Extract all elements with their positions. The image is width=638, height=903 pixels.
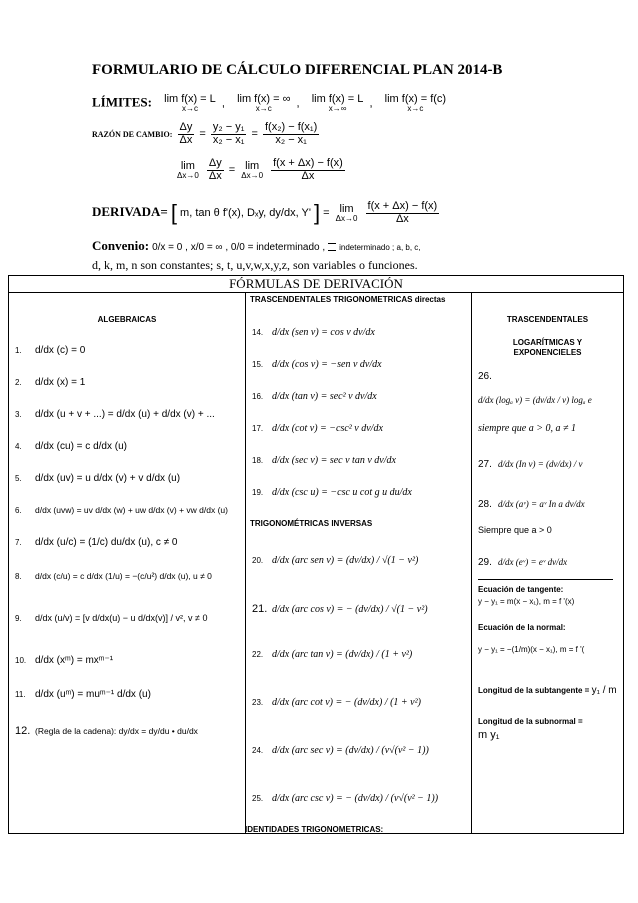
formula-28: 28. d/dx (aᵛ) = aᵛ In a dv/dx xyxy=(478,499,585,510)
formula-25: 25. d/dx (arc csc v) = − (dv/dx) / (v√(v² − 1)) xyxy=(252,793,439,804)
rate-of-change: RAZÓN DE CAMBIO: $\frac{\Delta y}{\Delta x}$ = $\frac{\text{y₂ − y₁}}{\text{x₂ − x₁}}$ = $\frac{\text{f(x₂) − f(x₁)}}{\text{x₂ − x₁}}$ xyxy=(92,121,318,146)
inverse-trig-heading: TRIGONOMÉTRICAS INVERSAS xyxy=(250,519,373,528)
formula-17: 17. d/dx (cot v) = −csc² v dv/dx xyxy=(252,423,383,434)
subnormal-label: Longitud de la subnormal = xyxy=(478,717,583,726)
formula-5: 5. d/dx (uv) = u d/dx (v) + v d/dx (u) xyxy=(15,473,181,484)
formula-11: 11. d/dx (uᵐ) = muᵐ⁻¹ d/dx (u) xyxy=(15,689,151,700)
limits-label: LÍMITES: xyxy=(92,94,152,110)
formula-9: 9. d/dx (u/v) = [v d/dx(u) − u d/dx(v)] / v², v ≠ 0 xyxy=(15,613,208,623)
formula-22: 22. d/dx (arc tan v) = (dv/dx) / (1 + v²) xyxy=(252,649,413,660)
trig-heading: TRASCENDENTALES TRIGONOMETRICAS directas xyxy=(250,295,446,304)
derivative-formulas-table xyxy=(8,275,624,834)
limit-4: lim f(x) = f(c) x→c xyxy=(384,93,447,113)
formula-15: 15. d/dx (cos v) = −sen v dv/dx xyxy=(252,359,382,370)
convention-label: Convenio: xyxy=(92,238,150,253)
derivative-notations: m, tan θ f'(x), Dₓy, dy/dx, Y' xyxy=(180,206,311,219)
formula-21: 21. d/dx (arc cos v) = − (dv/dx) / √(1 − v²) xyxy=(252,603,428,615)
log-exp-heading: LOGARÍTMICAS Y EXPONENCIELES xyxy=(512,338,583,357)
rate-limit: lim Δx→0 $\frac{\Delta y}{\Delta x}$ = lim Δx→0 $\frac{f(x + \Delta x) - f(x)}{\Delta x}$ xyxy=(177,157,343,182)
formula-2: 2. d/dx (x) = 1 xyxy=(15,377,86,388)
rate-frac-1: $\frac{\Delta y}{\Delta x}$ xyxy=(179,121,193,146)
page-title: FORMULARIO DE CÁLCULO DIFERENCIAL PLAN 2014-B xyxy=(92,62,503,78)
convention-line2: d, k, m, n son constantes; s, t, u,v,w,x,y,z, son variables o funciones. xyxy=(92,258,418,272)
formula-27: 27. d/dx (In v) = (dv/dx) / v xyxy=(478,459,583,470)
limit-1: lim f(x) = L x→c xyxy=(164,93,216,113)
formula-26: d/dx (logₐ v) = (dv/dx / v) logₐ e xyxy=(478,395,592,405)
transcendental-heading: TRASCENDENTALES xyxy=(506,315,589,324)
column-trig xyxy=(246,293,472,834)
formula-7: 7. d/dx (u/c) = (1/c) du/dx (u), c ≠ 0 xyxy=(15,537,178,548)
subtangent-label: Longitud de la subtangente = y₁ / m xyxy=(478,685,617,696)
derivative-label: DERIVADA= xyxy=(92,203,168,219)
formula-26-condition: siempre que a > 0, a ≠ 1 xyxy=(478,423,576,434)
formula-4: 4. d/dx (cu) = c d/dx (u) xyxy=(15,441,127,452)
formula-20: 20. d/dx (arc sen v) = (dv/dx) / √(1 − v²) xyxy=(252,555,419,566)
formula-14: 14. d/dx (sen v) = cos v dv/dx xyxy=(252,327,375,338)
derivative-def: DERIVADA= [ m, tan θ f'(x), Dₓy, dy/dx, Y' ] = lim Δx→0 $\frac{f(x + \Delta x) - f(x)}{\Delta x}$ xyxy=(92,199,438,225)
column-transcendental xyxy=(472,293,624,834)
formula-8: 8. d/dx (c/u) = c d/dx (1/u) = −(c/u²) d/dx (u), u ≠ 0 xyxy=(15,571,212,581)
convention: Convenio: 0/x = 0 , x/0 = ∞ , 0/0 = indeterminado , indeterminado ; a, b, c, xyxy=(92,238,421,253)
normal-equation: y − y₁ = −(1/m)(x − x₁), m = f '( xyxy=(478,645,585,654)
formula-6: 6. d/dx (uvw) = uv d/dx (w) + uw d/dx (v) + vw d/dx (u) xyxy=(15,505,228,515)
column-algebraic xyxy=(9,293,246,834)
formula-29: 29. d/dx (eᵛ) = eᵛ dv/dx xyxy=(478,557,568,568)
subnormal-value: m y₁ xyxy=(478,729,500,741)
limit-3: lim f(x) = L x→∞ xyxy=(311,93,364,113)
formula-12: 12. (Regla de la cadena): dy/dx = dy/du • du/dx xyxy=(15,725,198,737)
table-header: FÓRMULAS DE DERIVACIÓN xyxy=(9,276,624,293)
normal-label: Ecuación de la normal: xyxy=(478,623,566,632)
tangent-equation: y − y₁ = m(x − x₁), m = f '(x) xyxy=(478,597,575,606)
limit-2: lim f(x) = ∞ x→c xyxy=(237,93,291,113)
formula-3: 3. d/dx (u + v + ...) = d/dx (u) + d/dx (v) + ... xyxy=(15,409,215,420)
formula-24: 24. d/dx (arc sec v) = (dv/dx) / (v√(v² − 1)) xyxy=(252,745,429,756)
formula-26-num: 26. xyxy=(478,371,492,382)
rate-frac-3: $\frac{\text{f(x₂) − f(x₁)}}{\text{x₂ − x₁}}$ xyxy=(265,121,318,146)
formula-1: 1. d/dx (c) = 0 xyxy=(15,345,86,356)
rate-frac-2: $\frac{\text{y₂ − y₁}}{\text{x₂ − x₁}}$ xyxy=(212,121,245,146)
formula-18: 18. d/dx (sec v) = sec v tan v dv/dx xyxy=(252,455,396,466)
divider xyxy=(478,579,613,580)
limits-row: LÍMITES: lim f(x) = L x→c , lim f(x) = ∞ x→c , lim f(x) = L x→∞ , lim f(x) = f(c) x→c xyxy=(92,93,447,113)
rate-label: RAZÓN DE CAMBIO: xyxy=(92,129,173,139)
formula-23: 23. d/dx (arc cot v) = − (dv/dx) / (1 + v²) xyxy=(252,697,421,708)
algebraic-heading: ALGEBRAICAS xyxy=(97,315,157,324)
formula-28-condition: Siempre que a > 0 xyxy=(478,525,552,535)
tangent-label: Ecuación de tangente: xyxy=(478,585,564,594)
formula-16: 16. d/dx (tan v) = sec² v dv/dx xyxy=(252,391,377,402)
trig-identities-heading: IDENTIDADES TRIGONOMETRICAS: xyxy=(245,825,384,834)
formula-19: 19. d/dx (csc u) = −csc u cot g u du/dx xyxy=(252,487,412,498)
formula-10: 10. d/dx (xᵐ) = mxᵐ⁻¹ xyxy=(15,655,114,666)
